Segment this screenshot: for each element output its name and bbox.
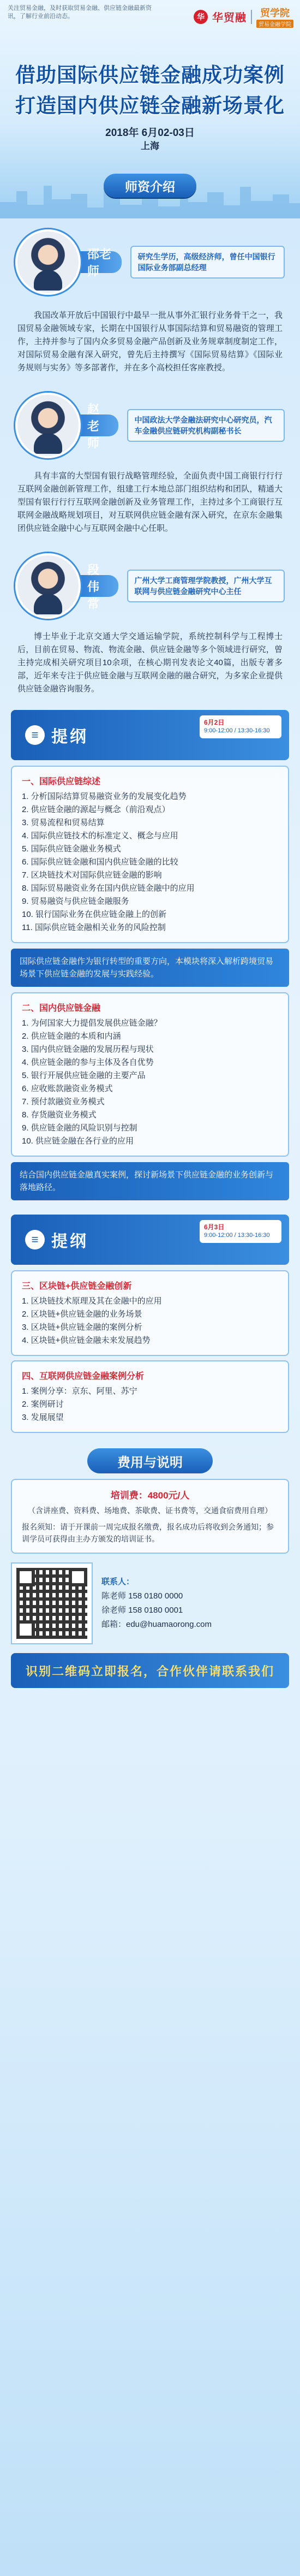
module-item: 8. 国际贸易融资业务在国内供应链金融中的应用 — [22, 884, 195, 893]
logo2-main: 贸学院 — [260, 8, 290, 19]
contacts — [101, 1575, 212, 1632]
contact-line[interactable]: 陈老师 158 0180 0000 — [101, 1591, 183, 1601]
module-item: 2. 供应链金融的源起与概念（前沿观点） — [22, 805, 170, 814]
fee-box — [11, 1479, 289, 1554]
outline-title: 提纲 — [51, 1233, 88, 1251]
module-item: 10. 供应链金融在各行业的应用 — [22, 1136, 134, 1146]
qr-pattern — [16, 1568, 87, 1639]
logo1: 华贸融 — [212, 12, 247, 24]
contact-title: 联系人： — [101, 1577, 135, 1586]
module-item: 2. 案例研讨 — [22, 1400, 64, 1409]
teacher-card-1 — [0, 218, 300, 375]
schedule-box — [200, 1220, 281, 1243]
fee-note: （含讲座费、资料费、场地费、茶歇费、证书费等，交通食宿费用自理） — [28, 1506, 272, 1515]
schedule-times: 9:00-12:00 / 13:30-16:30 — [204, 1232, 270, 1239]
teacher-title: 中国政法大学金融法研究中心研究员，汽车金融供应链研究机构副秘书长 — [127, 409, 285, 442]
qr-corner — [16, 1568, 35, 1586]
title-line-2: 打造国内供应链金融新场景化 — [15, 94, 285, 117]
teacher-head — [15, 218, 285, 306]
module-item: 1. 为何国家大力提倡发展供应链金融？ — [22, 1018, 162, 1028]
outline-title: 提纲 — [51, 728, 88, 746]
module-title: 四、互联网供应链金融案例分析 — [22, 1372, 145, 1381]
module-item: 3. 贸易流程和贸易结算 — [22, 818, 105, 827]
avatar — [15, 229, 81, 295]
teacher-name: 赵老师 — [75, 414, 118, 436]
teacher-bio: 我国改革开放后中国银行中最早一批从事外汇银行业务骨干之一，我国贸易金融领域专家，长期在中国银行从事国际结算和贸易融资的管理工作，主持并参与了国内众多贸易金融产品创新及业务规章制度制定工作，对国际贸易金融有深入研究，曾先后主持撰写《国际贸易结算》《国际业务规则与实务》等多部著作，并在多个高校担任客座教授。 — [17, 311, 283, 372]
teacher-title: 研究生学历，高级经济师，曾任中国银行国际业务部副总经理 — [130, 246, 285, 279]
teacher-card-2 — [0, 384, 300, 535]
highlight-1: 国际供应链金融作为银行转型的重要方向，本模块将深入解析跨境贸易场景下供应链金融的发展与实践经验。 — [11, 949, 289, 987]
section-title-teachers: 师资介绍 — [104, 174, 196, 198]
module-2 — [11, 992, 289, 1157]
module-item: 1. 区块链技术原理及其在金融中的应用 — [22, 1296, 162, 1306]
module-item: 1. 分析国际结算贸易融资业务的发展变化趋势 — [22, 792, 187, 801]
outline-banner-day2 — [11, 1215, 289, 1265]
avatar — [15, 393, 81, 458]
teacher-bio: 具有丰富的大型国有银行战略管理经验，全面负责中国工商银行行行互联网金融创新管理工作，组建工行本地总部门组织结构和团队，精通大型国有银行行行互联网金融创新及业务管理工作，主持过多个工商银行互联网金融战略规划项目，对互联网供应链金融有深入研究，在京东金融集团供应链金融中心与互联网金融中心任职。 — [17, 471, 283, 533]
qr-corner — [16, 1620, 35, 1639]
logos[interactable] — [194, 5, 293, 28]
schedule-day: 6月3日 — [204, 1223, 225, 1231]
schedule-box — [200, 715, 281, 738]
module-title: 三、区块链+供应链金融创新 — [22, 1282, 132, 1291]
contact-line[interactable]: 徐老师 158 0180 0001 — [101, 1606, 183, 1615]
module-item: 3. 区块链+供应链金融的案例分析 — [22, 1323, 142, 1332]
qr-corner — [69, 1568, 87, 1586]
avatar — [15, 553, 81, 619]
module-item: 6. 国际供应链金融和国内供应链金融的比较 — [22, 857, 178, 867]
header — [0, 0, 300, 218]
top-note: 关注贸易金融，及时获取贸易金融、供应链金融最新资讯，了解行业前沿动态。 — [8, 5, 152, 20]
contact-line[interactable]: 邮箱：edu@huamaorong.com — [101, 1620, 212, 1629]
list-icon: ≡ — [25, 725, 45, 745]
logo2 — [256, 5, 293, 28]
city-text: 上海 — [141, 141, 159, 151]
module-item: 3. 国内供应链金融的发展历程与现状 — [22, 1045, 154, 1054]
qr-code[interactable] — [11, 1562, 93, 1644]
module-item: 1. 案例分享：京东、阿里、苏宁 — [22, 1387, 137, 1396]
logo-divider — [251, 10, 252, 24]
module-item: 7. 预付款融资业务模式 — [22, 1097, 105, 1106]
section-title-fees: 费用与说明 — [87, 1448, 213, 1473]
teacher-title: 广州大学工商管理学院教授，广州大学互联网与供应链金融研究中心主任 — [127, 570, 285, 602]
module-item: 4. 区块链+供应链金融未来发展趋势 — [22, 1336, 151, 1345]
module-item: 9. 供应链金融的风险识别与控制 — [22, 1123, 137, 1133]
date-text: 2018年 6月02-03日 — [105, 127, 195, 139]
module-item: 5. 银行开展供应链金融的主要产品 — [22, 1071, 146, 1080]
footer-slogan: 识别二维码立即报名，合作伙伴请联系我们 — [11, 1653, 289, 1688]
event-dates — [0, 127, 300, 153]
teacher-card-3 — [0, 545, 300, 696]
schedule-times: 9:00-12:00 / 13:30-16:30 — [204, 727, 270, 734]
module-3 — [11, 1270, 289, 1356]
logo2-sub: 贸易金融学院 — [256, 20, 293, 28]
module-item: 4. 供应链金融的参与主体及各自优势 — [22, 1058, 154, 1067]
main-title — [0, 60, 300, 121]
module-item: 4. 国际供应链技术的标准定义、概念与应用 — [22, 831, 178, 840]
module-item: 9. 贸易融资与供应链金融服务 — [22, 897, 129, 906]
module-4 — [11, 1360, 289, 1433]
schedule-day: 6月2日 — [204, 719, 225, 726]
logo-icon: 华 — [194, 10, 208, 24]
module-1 — [11, 766, 289, 943]
module-item: 7. 区块链技术对国际供应链金融的影响 — [22, 870, 162, 880]
fee-detail: 报名须知：请于开课前一周完成报名缴费，报名成功后将收到会务通知；参训学员可获得由主办方颁发的培训证书。 — [22, 1523, 274, 1543]
list-icon: ≡ — [25, 1230, 45, 1249]
module-item: 3. 发展展望 — [22, 1413, 64, 1422]
outline-banner-day1 — [11, 710, 289, 760]
teacher-head — [15, 545, 285, 627]
module-item: 2. 供应链金融的本质和内涵 — [22, 1032, 121, 1041]
title-line-1: 借助国际供应链金融成功案例 — [15, 64, 285, 86]
module-item: 6. 应收账款融资业务模式 — [22, 1084, 113, 1093]
teacher-name: 邵老师 — [75, 251, 122, 273]
highlight-2: 结合国内供应链金融真实案例，探讨新场景下供应链金融的业务创新与落地路径。 — [11, 1162, 289, 1200]
module-item: 11. 国际供应链金融相关业务的风险控制 — [22, 923, 166, 932]
module-item: 2. 区块链+供应链金融的业务场景 — [22, 1310, 142, 1319]
module-title: 二、国内供应链金融 — [22, 1004, 101, 1013]
module-item: 10. 银行国际业务在供应链金融上的创新 — [22, 910, 167, 919]
module-item: 5. 国际供应链金融业务模式 — [22, 844, 121, 854]
module-item: 8. 存货融资业务模式 — [22, 1110, 97, 1120]
teacher-head — [15, 384, 285, 466]
teacher-name: 段伟常 — [75, 575, 118, 597]
fee-line: 培训费：4800元/人 — [110, 1490, 190, 1501]
module-title: 一、国际供应链综述 — [22, 777, 101, 786]
teacher-bio: 博士毕业于北京交通大学交通运输学院，系统控制科学与工程博士后，目前在贸易、物流、物流金融、供应链金融等多个领域进行研究，曾主持完成相关研究项目10余项，在核心期刊发表论文40篇，出版专著多部，近年来专注于供应链金融与互联网金融的融合研究，为多家企业提供供应链金融咨询服务。 — [17, 632, 283, 694]
contact-row — [11, 1562, 289, 1644]
